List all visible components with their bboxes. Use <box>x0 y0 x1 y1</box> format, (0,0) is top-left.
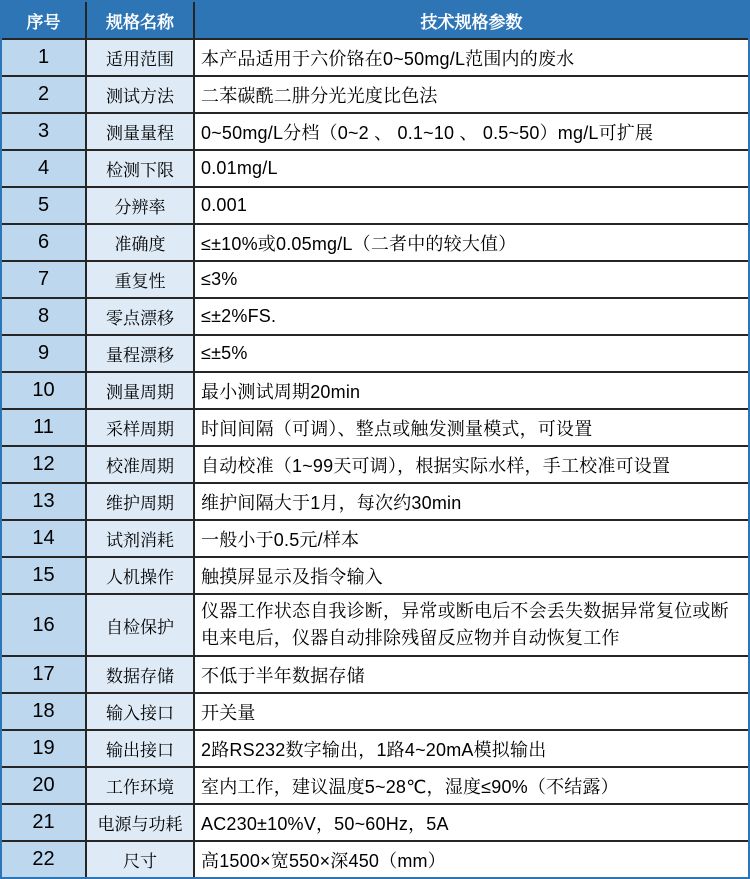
spec-name-cell: 电源与功耗 <box>86 804 194 841</box>
row-serial-cell: 7 <box>2 261 86 298</box>
spec-value-cell: ≤±5% <box>194 335 748 372</box>
table-row <box>2 767 748 804</box>
table-row <box>2 804 748 841</box>
row-serial-cell: 2 <box>2 76 86 113</box>
spec-value-cell: 0.001 <box>194 187 748 224</box>
header-col-spec-params: 技术规格参数 <box>194 2 748 39</box>
spec-value-cell: 仪器工作状态自我诊断，异常或断电后不会丢失数据异常复位或断电来电后，仪器自动排除残留反应物并自动恢复工作 <box>194 594 748 656</box>
spec-value-cell: 时间间隔（可调）、整点或触发测量模式，可设置 <box>194 409 748 446</box>
spec-name-cell: 零点漂移 <box>86 298 194 335</box>
table-row <box>2 150 748 187</box>
spec-value-cell: ≤±10%或0.05mg/L（二者中的较大值） <box>194 224 748 261</box>
spec-value-cell: AC230±10%V，50~60Hz，5A <box>194 804 748 841</box>
table-row <box>2 372 748 409</box>
spec-value-cell: 0.01mg/L <box>194 150 748 187</box>
header-col-spec-name: 规格名称 <box>86 2 194 39</box>
row-serial-cell: 14 <box>2 520 86 557</box>
spec-value-cell: 0~50mg/L分档（0~2 、 0.1~10 、 0.5~50）mg/L可扩展 <box>194 113 748 150</box>
spec-name-cell: 测试方法 <box>86 76 194 113</box>
row-serial-cell: 16 <box>2 594 86 656</box>
spec-value-cell: 高1500×宽550×深450（mm） <box>194 841 748 877</box>
row-serial-cell: 21 <box>2 804 86 841</box>
row-serial-cell: 5 <box>2 187 86 224</box>
row-serial-cell: 13 <box>2 483 86 520</box>
table-row <box>2 594 748 656</box>
row-serial-cell: 10 <box>2 372 86 409</box>
spec-name-cell: 尺寸 <box>86 841 194 877</box>
table-row <box>2 113 748 150</box>
row-serial-cell: 9 <box>2 335 86 372</box>
spec-name-cell: 试剂消耗 <box>86 520 194 557</box>
row-serial-cell: 20 <box>2 767 86 804</box>
spec-name-cell: 测量周期 <box>86 372 194 409</box>
row-serial-cell: 3 <box>2 113 86 150</box>
spec-name-cell: 量程漂移 <box>86 335 194 372</box>
spec-value-cell: ≤3% <box>194 261 748 298</box>
spec-name-cell: 维护周期 <box>86 483 194 520</box>
spec-value-cell: 维护间隔大于1月，每次约30min <box>194 483 748 520</box>
table-row <box>2 446 748 483</box>
spec-name-cell: 人机操作 <box>86 557 194 594</box>
spec-value-cell: 自动校准（1~99天可调），根据实际水样，手工校准可设置 <box>194 446 748 483</box>
table-row <box>2 39 748 76</box>
spec-value-cell: 2路RS232数字输出，1路4~20mA模拟输出 <box>194 730 748 767</box>
row-serial-cell: 12 <box>2 446 86 483</box>
spec-value-cell: 室内工作，建议温度5~28℃，湿度≤90%（不结露） <box>194 767 748 804</box>
spec-name-cell: 自检保护 <box>86 594 194 656</box>
table-row <box>2 224 748 261</box>
table-row <box>2 483 748 520</box>
table-row <box>2 656 748 693</box>
spec-value-cell: 一般小于0.5元/样本 <box>194 520 748 557</box>
row-serial-cell: 17 <box>2 656 86 693</box>
spec-name-cell: 分辨率 <box>86 187 194 224</box>
spec-name-cell: 测量量程 <box>86 113 194 150</box>
spec-name-cell: 适用范围 <box>86 39 194 76</box>
spec-name-cell: 重复性 <box>86 261 194 298</box>
spec-value-cell: 二苯碳酰二肼分光光度比色法 <box>194 76 748 113</box>
spec-value-cell: ≤±2%FS. <box>194 298 748 335</box>
spec-name-cell: 校准周期 <box>86 446 194 483</box>
table-row <box>2 298 748 335</box>
spec-table <box>2 2 748 877</box>
spec-value-cell: 触摸屏显示及指令输入 <box>194 557 748 594</box>
header-row <box>2 2 748 39</box>
spec-value-cell: 本产品适用于六价铬在0~50mg/L范围内的废水 <box>194 39 748 76</box>
row-serial-cell: 15 <box>2 557 86 594</box>
row-serial-cell: 4 <box>2 150 86 187</box>
table-body <box>2 39 748 877</box>
spec-name-cell: 数据存储 <box>86 656 194 693</box>
row-serial-cell: 22 <box>2 841 86 877</box>
spec-value-cell: 最小测试周期20min <box>194 372 748 409</box>
table-row <box>2 76 748 113</box>
spec-name-cell: 准确度 <box>86 224 194 261</box>
spec-name-cell: 检测下限 <box>86 150 194 187</box>
table-row <box>2 409 748 446</box>
table-row <box>2 520 748 557</box>
table-row <box>2 557 748 594</box>
table-row <box>2 730 748 767</box>
row-serial-cell: 18 <box>2 693 86 730</box>
row-serial-cell: 1 <box>2 39 86 76</box>
table-row <box>2 335 748 372</box>
spec-name-cell: 工作环境 <box>86 767 194 804</box>
row-serial-cell: 6 <box>2 224 86 261</box>
row-serial-cell: 19 <box>2 730 86 767</box>
table-row <box>2 693 748 730</box>
spec-name-cell: 输入接口 <box>86 693 194 730</box>
spec-name-cell: 输出接口 <box>86 730 194 767</box>
header-col-serial: 序号 <box>2 2 86 39</box>
row-serial-cell: 11 <box>2 409 86 446</box>
table-row <box>2 841 748 877</box>
spec-name-cell: 采样周期 <box>86 409 194 446</box>
table-row <box>2 261 748 298</box>
row-serial-cell: 8 <box>2 298 86 335</box>
spec-value-cell: 开关量 <box>194 693 748 730</box>
table-row <box>2 187 748 224</box>
spec-value-cell: 不低于半年数据存储 <box>194 656 748 693</box>
